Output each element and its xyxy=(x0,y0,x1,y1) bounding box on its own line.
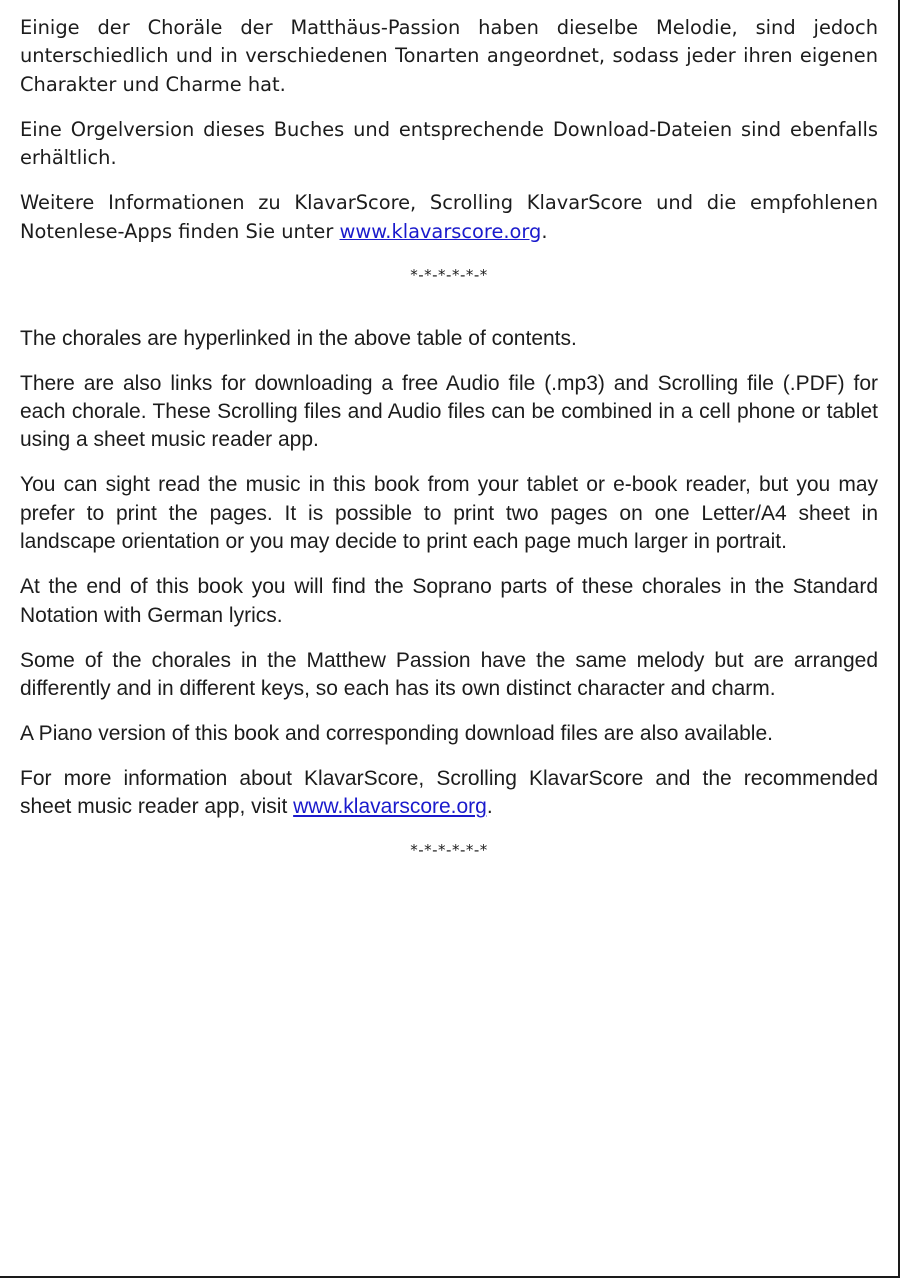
german-paragraph-more-info xyxy=(20,189,878,246)
german-paragraph-organ-version: Eine Orgelversion dieses Buches und entsprechende Download-Dateien sind ebenfalls erhältlich. xyxy=(20,117,878,170)
german-paragraph-melody: Einige der Choräle der Matthäus-Passion haben dieselbe Melodie, sind jedoch unterschiedlich und in verschiedenen Tonarten angeordnet, sodass jeder ihren eigenen Charakter und Charme hat. xyxy=(20,16,878,96)
page-content xyxy=(20,14,878,862)
german-more-info-period: . xyxy=(541,219,548,243)
german-klavarscore-link[interactable]: www.klavarscore.org xyxy=(339,219,542,243)
german-separator: *-*-*-*-*-* xyxy=(410,265,488,284)
english-section xyxy=(20,325,878,863)
english-more-info-period: . xyxy=(486,795,493,819)
english-paragraph-more-info xyxy=(20,765,878,822)
english-paragraph-piano-version: A Piano version of this book and corresponding download files are also available. xyxy=(20,722,773,746)
german-more-info-text: Weitere Informationen zu KlavarScore, Scrolling KlavarScore und die empfohlenen Notenlese-Apps finden Sie unter xyxy=(20,191,878,243)
english-paragraph-sight-read: You can sight read the music in this book from your tablet or e-book reader, but you may prefer to print the pages. It is possible to print two pages on one Letter/A4 sheet in landscape orientation or you may decide to print each page much larger in portrait. xyxy=(20,473,878,554)
german-section xyxy=(20,14,878,287)
english-more-info-text: For more information about KlavarScore, Scrolling KlavarScore and the recommended sheet music reader app, visit xyxy=(20,767,878,819)
english-paragraph-hyperlinked: The chorales are hyperlinked in the above table of contents. xyxy=(20,326,577,350)
english-paragraph-soprano-parts: At the end of this book you will find the Soprano parts of these chorales in the Standard Notation with German lyrics. xyxy=(20,575,878,627)
english-separator: *-*-*-*-*-* xyxy=(410,841,488,860)
english-klavarscore-link[interactable]: www.klavarscore.org xyxy=(293,795,487,819)
english-paragraph-download-links: There are also links for downloading a free Audio file (.mp3) and Scrolling file (.PDF) for each chorale. These Scrolling files and Audio files can be combined in a cell phone or tablet using a sheet music reader app. xyxy=(20,371,878,452)
english-paragraph-melody: Some of the chorales in the Matthew Passion have the same melody but are arranged differently and in different keys, so each has its own distinct character and charm. xyxy=(20,648,878,701)
